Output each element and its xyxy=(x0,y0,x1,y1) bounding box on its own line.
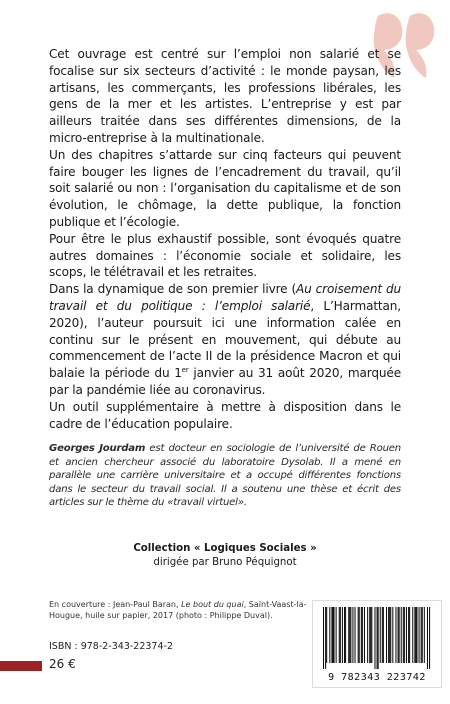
description-paragraph-2: Un des chapitres s’attarde sur cinq facteurs qui peuvent faire bouger les lignes de l’encadrement du travail, qu’il soit salarié ou non : l’organisation du capitalisme et de son évolution, le chômage, la dette publique, la fonction publique et l’écologie. xyxy=(49,147,401,229)
cover-artwork-title: Le bout du quai xyxy=(181,600,244,609)
isbn: ISBN : 978-2-343-22374-2 xyxy=(49,641,173,652)
description-paragraph-3: Pour être le plus exhaustif possible, sont évoqués quatre autres domaines : l’économie sociale et solidaire, les scops, le télétravail et les retraites. xyxy=(49,231,401,280)
author-name: Georges Jourdam xyxy=(49,443,146,454)
barcode-digits: 9 782343 223742 xyxy=(328,672,426,683)
description-paragraph-5: Un outil supplémentaire à mettre à disposition dans le cadre de l’éducation populaire. xyxy=(49,399,401,431)
previous-book-title: Au croisement du travail et du politique : l’emploi salarié xyxy=(49,282,401,313)
barcode-bars xyxy=(313,601,441,671)
paragraph-4-body: , L’Harmattan, 2020), l’auteur poursuit ici une information calée en continu sur le présent en mouvement, qui débute au commencement de l’acte II de la présidence Macron et qui balaie la période du 1 xyxy=(49,298,401,381)
collection-title: Collection « Logiques Sociales » xyxy=(133,543,317,554)
cover-credit-prefix: En couverture : Jean-Paul Baran, xyxy=(49,600,182,609)
cover-credit-suffix: , Saint-Vaast-la-Hougue, huile sur papier, 2017 (photo : Philippe Duval). xyxy=(49,600,307,620)
cover-credit xyxy=(49,599,307,621)
author-bio xyxy=(49,442,401,510)
description-paragraph-1: Cet ouvrage est centré sur l’emploi non salarié et se focalise sur six secteurs d’activité : le monde paysan, les artisans, les commerçants, les professions libérales, les gens de la mer et les artistes. L’entreprise y est par ailleurs traitée dans ses différentes dimensions, de la micro-entreprise à la multinationale. xyxy=(49,47,401,145)
description-paragraph-4 xyxy=(49,281,401,399)
back-cover-description xyxy=(49,46,401,432)
author-bio-text: est docteur en sociologie de l’université de Rouen et ancien chercheur associé du laboratoire Dysolab. Il a mené en parallèle une carrière universitaire et a occupé différentes fonctions dans le secteur du travail social. Il a soutenu une thèse et écrit des articles sur le thème du «travail virtuel». xyxy=(49,443,401,509)
price: 26 € xyxy=(49,657,76,671)
barcode xyxy=(312,600,442,688)
collection-info xyxy=(0,542,450,569)
paragraph-4-intro: Dans la dynamique de son premier livre ( xyxy=(49,282,297,297)
red-accent-bar xyxy=(0,661,42,671)
ordinal-superscript: er xyxy=(181,366,189,375)
collection-director: dirigée par Bruno Péquignot xyxy=(153,556,297,568)
paragraph-4-end: janvier au 31 août 2020, marquée par la pandémie liée au coronavirus. xyxy=(49,366,401,397)
